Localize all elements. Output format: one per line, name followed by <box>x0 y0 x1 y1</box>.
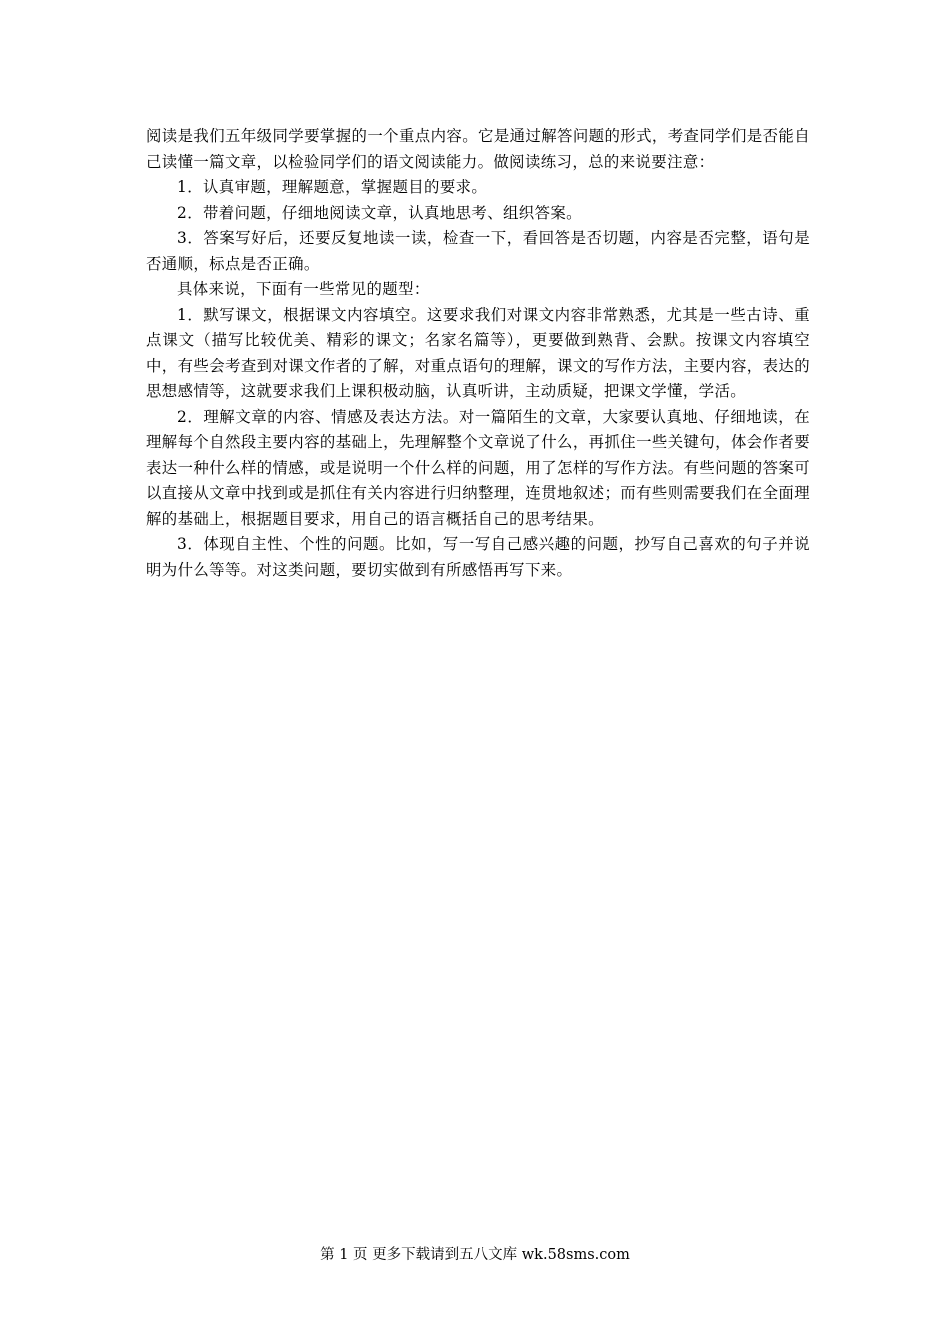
document-body <box>146 124 810 583</box>
question-type-3: 3．体现自主性、个性的问题。比如，写一写自己感兴趣的问题，抄写自己喜欢的句子并说明为什么等等。对这类问题，要切实做到有所感悟再写下来。 <box>146 535 810 579</box>
note-item-2: 2．带着问题，仔细地阅读文章，认真地思考、组织答案。 <box>177 203 582 222</box>
question-type-1: 1．默写课文，根据课文内容填空。这要求我们对课文内容非常熟悉，尤其是一些古诗、重点课文（描写比较优美、精彩的课文；名家名篇等），更要做到熟背、会默。按课文内容填空中，有些会考查到对课文作者的了解，对重点语句的理解，课文的写作方法，主要内容，表达的思想感情等，这就要求我们上课积极动脑，认真听讲，主动质疑，把课文学懂，学活。 <box>146 305 810 400</box>
note-item-3: 3．答案写好后，还要反复地读一读，检查一下，看回答是否切题，内容是否完整，语句是否通顺，标点是否正确。 <box>146 229 810 273</box>
intro-paragraph: 阅读是我们五年级同学要掌握的一个重点内容。它是通过解答问题的形式，考查同学们是否能自己读懂一篇文章，以检验同学们的语文阅读能力。做阅读练习，总的来说要注意： <box>146 127 810 171</box>
page-footer: 第 1 页 更多下载请到五八文库 wk.58sms.com <box>320 1247 630 1263</box>
note-item-1: 1．认真审题，理解题意，掌握题目的要求。 <box>177 178 488 196</box>
question-type-2: 2．理解文章的内容、情感及表达方法。对一篇陌生的文章，大家要认真地、仔细地读，在理解每个自然段主要内容的基础上，先理解整个文章说了什么，再抓住一些关键句，体会作者要表达一种什么样的情感，或是说明一个什么样的问题，用了怎样的写作方法。有些问题的答案可以直接从文章中找到或是抓住有关内容进行归纳整理，连贯地叙述；而有些则需要我们在全面理解的基础上，根据题目要求，用自己的语言概括自己的思考结果。 <box>146 407 810 528</box>
question-types-intro: 具体来说，下面有一些常见的题型： <box>177 280 430 298</box>
